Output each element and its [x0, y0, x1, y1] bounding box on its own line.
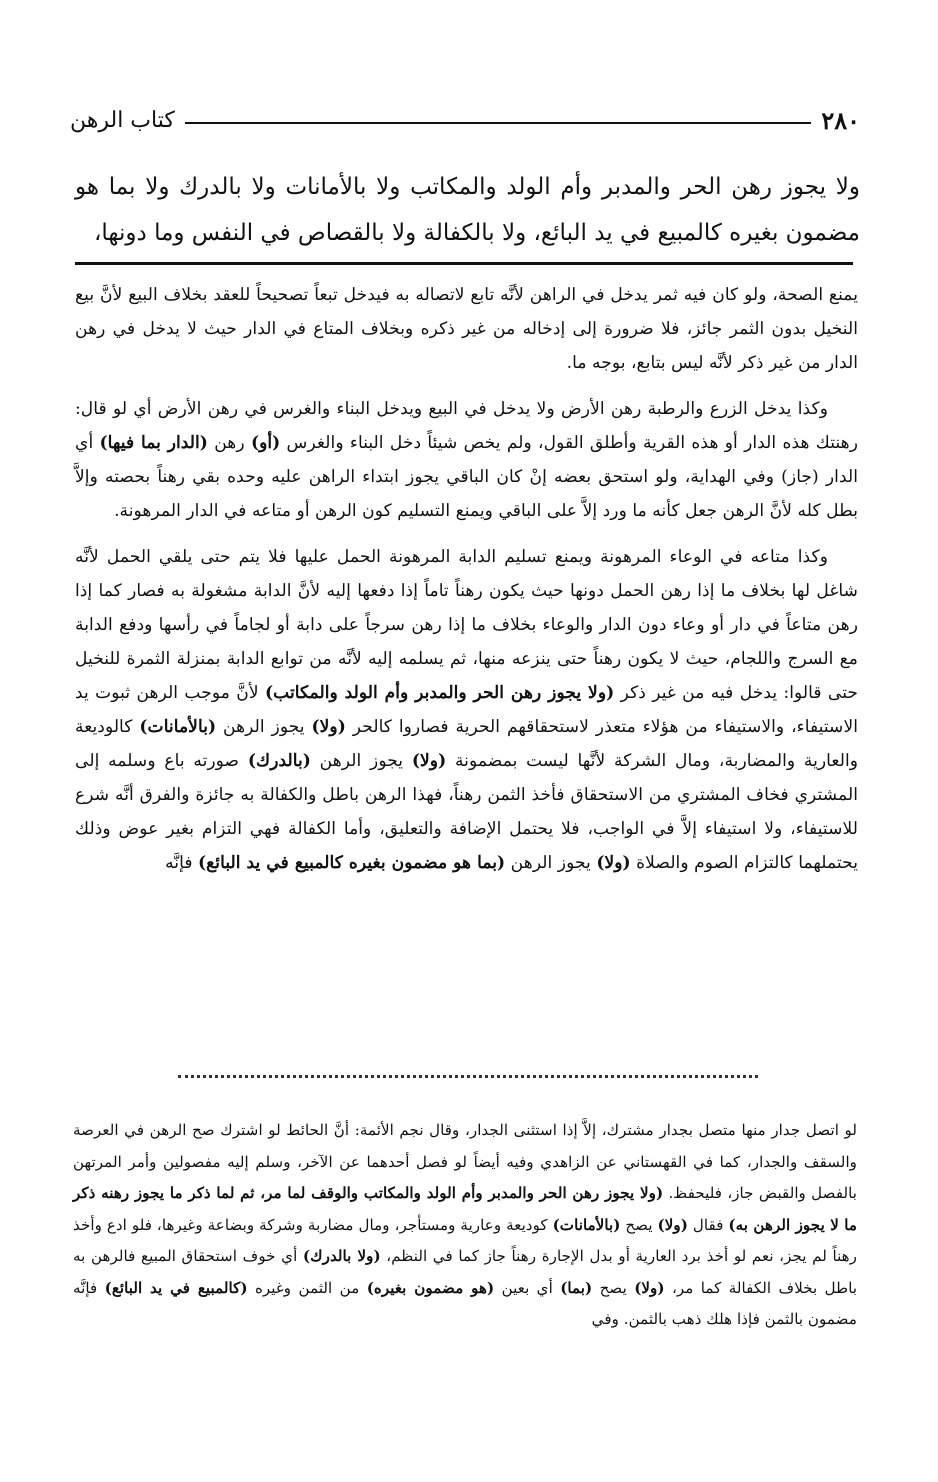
chapter-title: كتاب الرهن	[70, 107, 175, 133]
commentary-paragraph-2: وكذا يدخل الزرع والرطبة رهن الأرض ولا يدخل في البيع ويدخل البناء والغرس في رهن الأرض أي لو قال: رهنتك هذه الدار أو هذه القرية وأطلق القول، ولم يخص شيئاً دخل البناء والغرس (أو) رهن (الدار بما فيها) أي الدار (جاز) وفي الهداية، ولو استحق بعضه إنْ كان الباقي يجوز ابتداء الراهن عليه وحده بقي رهناً بحصته وإلاَّ بطل كله لأنَّ الرهن جعل كأنه ما ورد إلاَّ على الباقي ويمنع التسليم كون الرهن أو متاعه في الدار المرهونة.	[75, 399, 859, 521]
quoted-matn: (كالمبيع في يد البائع)	[104, 1278, 248, 1297]
footnote-separator	[178, 1075, 758, 1078]
commentary-paragraph-3: وكذا متاعه في الوعاء المرهونة ويمنع تسليم الدابة المرهونة الحمل عليها فلا يتم حتى يلقي الحمل لأنَّه شاغل لها بخلاف ما إذا رهن الحمل دونها حيث يكون رهناً تاماً إذا دفعها إليه لأنَّ الدابة مشغولة به فصار كما إذا رهن متاعاً في دار أو وعاء دون الدار والوعاء بخلاف ما إذا رهن سرجاً على دابة أو لجاماً في رأسها ودفع الدابة مع السرج واللجام، حيث لا يكون رهناً حتى ينزعه منها، ثم يسلمه إليه لأنَّه من توابع الدابة بمنزلة الثمرة للنخيل حتى قالوا: يدخل فيه من غير ذكر (ولا يجوز رهن الحر والمدبر وأم الولد والمكاتب) لأنَّ موجب الرهن ثبوت يد الاستيفاء، والاستيفاء من هؤلاء متعذر لاستحقاقهم الحرية فصاروا كالحر (ولا) يجوز الرهن (بالأمانات) كالوديعة والعارية والمضاربة، ومال الشركة لأنَّها ليست بمضمونة (ولا) يجوز الرهن (بالدرك) صورته باع وسلمه إلى المشتري فخاف المشتري من الاستحقاق فأخذ الثمن رهناً، فهذا الرهن باطل والكفالة به جائزة والفرق أنَّه شرع للاستيفاء، ولا استيفاء إلاَّ في الواجب، فلا يحتمل الإضافة والتعليق، وأما الكفالة فهي التزام بغير عوض وذلك يحتملهما كالتزام الصوم والصلاة (ولا) يجوز الرهن (بما هو مضمون بغيره كالمبيع في يد البائع) فإنَّه	[75, 547, 859, 873]
quoted-matn: (بالأمانات)	[552, 1215, 621, 1234]
quoted-matn: (ولا)	[657, 1215, 688, 1234]
footnote-paragraph: لو اتصل جدار منها متصل بجدار مشترك، إلاَّ إذا استثنى الجدار، وقال نجم الأئمة: أنَّ الحائط لو اشترك صح الرهن في العرصة والسقف والجدار، كما في القهستاني عن الزاهدي وفيه أيضاً لو فصل أحدهما عن الآخر، وسلم إليه مفصولين وأمر المرتهن بالفصل والقبض جاز، فليحفظ. (ولا يجوز رهن الحر والمدبر وأم الولد والمكاتب والوقف لما مر، ثم لما ذكر ما يجوز رهنه ذكر ما لا يجوز الرهن به) فقال (ولا) يصح (بالأمانات) كوديعة وعارية ومستأجر، ومال مضاربة وشركة وبضاعة وغيرها، فلو ادع وأخذ رهناً لم يجز، نعم لو أخذ برد العارية أو بدل الإجارة رهناً جاز كما في النظم، (ولا بالدرك) أي خوف استحقاق المبيع فالرهن به باطل بخلاف الكفالة كما مر، (ولا) يصح (بما) أي بعين (هو مضمون بغيره) من الثمن وغيره (كالمبيع في يد البائع) فإنَّه مضمون بالثمن فإذا هلك ذهب بالثمن. وفي	[73, 1121, 858, 1328]
quoted-matn: (ولا بالدرك)	[302, 1247, 381, 1265]
page-header	[70, 102, 860, 138]
footnote-text	[73, 1115, 857, 1336]
header-rule	[185, 122, 812, 124]
quoted-matn: (ولا يجوز رهن الحر والمدبر وأم الولد والمكاتب والوقف لما مر، ثم لما ذكر ما يجوز رهنه ذكر ما لا يجوز الرهن به)	[73, 1184, 858, 1234]
quoted-matn: (ولا يجوز رهن الحر والمدبر وأم الولد والمكاتب)	[265, 683, 615, 703]
main-text	[75, 164, 860, 256]
quoted-matn: (ولا)	[634, 1278, 665, 1297]
quoted-matn: (بالدرك)	[247, 751, 311, 771]
quoted-matn: (بما)	[560, 1278, 593, 1297]
quoted-matn: (هو مضمون بغيره)	[366, 1278, 495, 1297]
quoted-matn: (ولا)	[411, 751, 447, 771]
quoted-matn: (بما هو مضمون بغيره كالمبيع في يد البائع)	[198, 853, 506, 873]
commentary	[75, 278, 858, 880]
page-number: ٢٨٠	[821, 105, 860, 135]
quoted-matn: (أو)	[250, 433, 281, 453]
commentary-paragraph-1: يمنع الصحة، ولو كان فيه ثمر يدخل في الراهن لأنَّه تابع لاتصاله به فيدخل تبعاً تصحيحاً للعقد بخلاف البيع لأنَّ بيع النخيل بدون الثمر جائز، فلا ضرورة إلى إدخاله من غير ذكره وبخلاف المتاع في الدار حيث لا يدخل في رهن الدار من غير ذكر لأنَّه ليس بتابع، بوجه ما.	[75, 285, 858, 373]
quoted-matn: (الدار بما فيها)	[99, 433, 208, 453]
quoted-matn: (ولا)	[596, 853, 631, 873]
main-text-separator	[75, 262, 853, 265]
quoted-matn: (ولا)	[311, 717, 346, 737]
quoted-matn: (بالأمانات)	[139, 717, 217, 737]
main-text-paragraph: ولا يجوز رهن الحر والمدبر وأم الولد والمكاتب ولا بالأمانات ولا بالدرك ولا بما هو مضمون بغيره كالمبيع في يد البائع، ولا بالكفالة ولا بالقصاص في النفس وما دونها،	[75, 174, 860, 246]
